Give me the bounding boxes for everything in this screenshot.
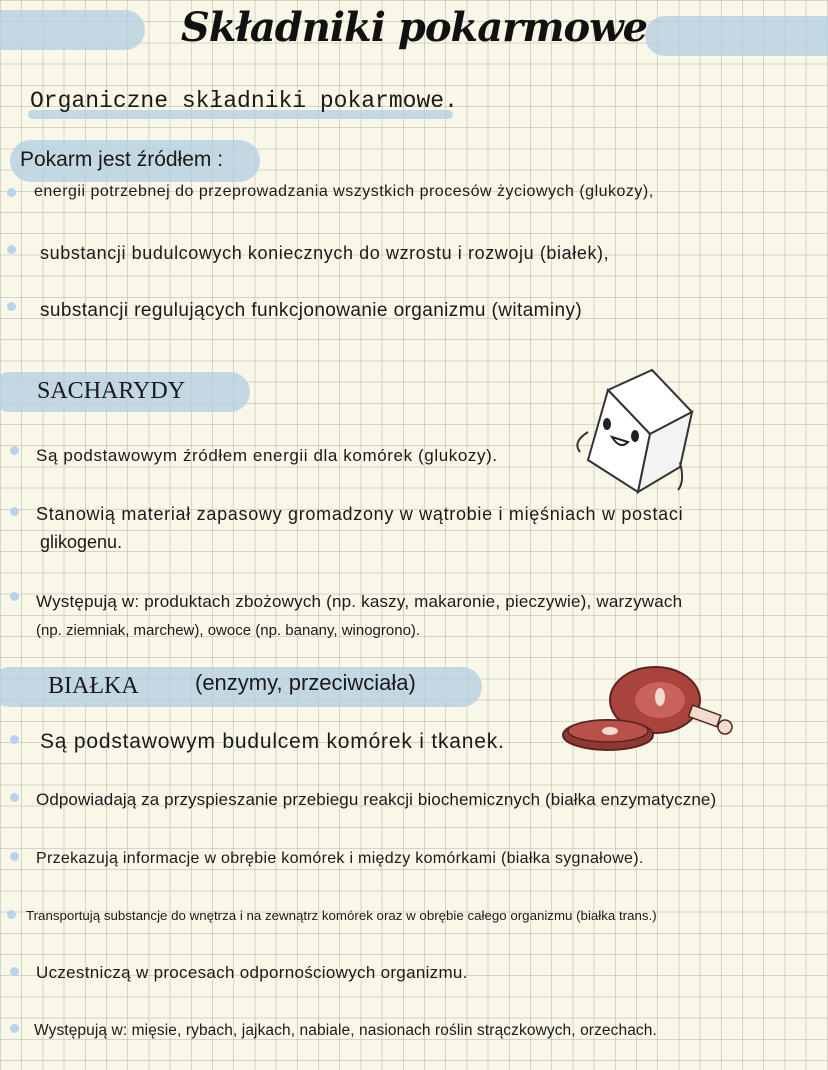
section-heading-bialka: BIAŁKA: [48, 673, 139, 699]
list-item: Przekazują informacje w obrębie komórek i między komórkami (białka sygnałowe).: [36, 850, 644, 867]
list-item: Występują w: mięsie, rybach, jajkach, nabiale, nasionach roślin strączkowych, orzechach.: [34, 1022, 657, 1039]
section-note-bialka: (enzymy, przeciwciała): [195, 670, 416, 695]
bullet-icon: [10, 592, 19, 601]
bullet-icon: [7, 910, 16, 919]
bullet-icon: [7, 245, 16, 254]
meat-illustration: [560, 665, 740, 760]
page-title: Składniki pokarmowe: [180, 4, 648, 51]
list-item: substancji budulcowych koniecznych do wzrostu i rozwoju (białek),: [40, 243, 610, 263]
subtitle: Organiczne składniki pokarmowe.: [30, 88, 458, 114]
bullet-icon: [10, 735, 19, 744]
bullet-icon: [7, 302, 16, 311]
list-item: Stanowią materiał zapasowy gromadzony w wątrobie i mięśniach w postaci: [36, 504, 684, 524]
list-item-continuation: glikogenu.: [40, 532, 123, 552]
section-heading-sacharydy: SACHARYDY: [37, 378, 186, 404]
list-item: Występują w: produktach zbożowych (np. kaszy, makaronie, pieczywie), warzywach: [36, 592, 683, 611]
intro-label: Pokarm jest źródłem :: [20, 148, 224, 171]
bullet-icon: [10, 507, 19, 516]
bullet-icon: [7, 188, 16, 197]
bullet-icon: [10, 852, 19, 861]
list-item: Uczestniczą w procesach odpornościowych organizmu.: [36, 963, 468, 982]
list-item: energii potrzebnej do przeprowadzania wszystkich procesów życiowych (glukozy),: [34, 183, 654, 200]
list-item-continuation: (np. ziemniak, marchew), owoce (np. banany, winogrono).: [36, 622, 421, 639]
list-item: Odpowiadają za przyspieszanie przebiegu reakcji biochemicznych (białka enzymatyczne): [36, 790, 717, 809]
list-item: substancji regulujących funkcjonowanie organizmu (witaminy): [40, 300, 583, 321]
bullet-icon: [10, 967, 19, 976]
list-item: Transportują substancje do wnętrza i na zewnątrz komórek oraz w obrębie całego organizmu (białka trans.): [26, 908, 657, 923]
list-item: Są podstawowym źródłem energii dla komórek (glukozy).: [36, 446, 498, 465]
bullet-icon: [10, 1024, 19, 1033]
bullet-icon: [10, 793, 19, 802]
sugar-cube-illustration: [560, 362, 695, 497]
list-item: Są podstawowym budulcem komórek i tkanek.: [40, 730, 505, 753]
bullet-icon: [10, 446, 19, 455]
